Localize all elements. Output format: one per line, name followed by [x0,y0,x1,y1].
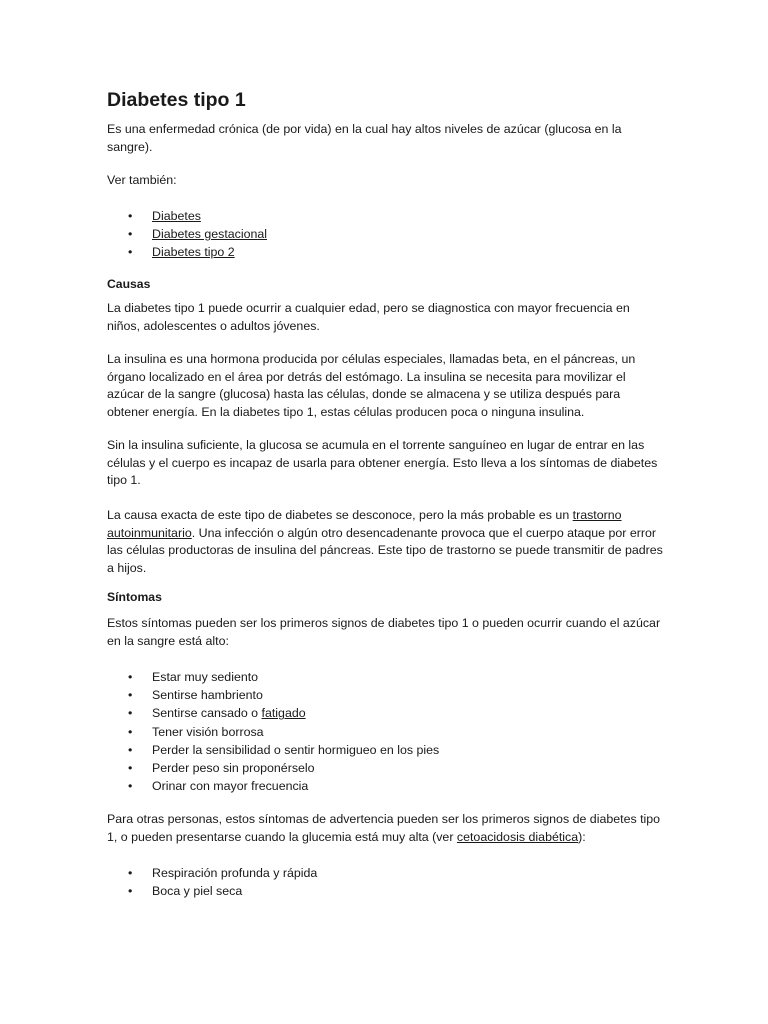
list-item [128,225,267,243]
symptoms-heading: Síntomas [107,590,162,604]
see-also-list [128,207,267,262]
list-item [128,207,267,225]
link-diabetes-tipo-2[interactable]: Diabetes tipo 2 [152,245,235,260]
intro-paragraph: Es una enfermedad crónica (de por vida) en la cual hay altos niveles de azúcar (glucosa en la sangre). [107,122,622,154]
list-item: • Estar muy sediento [128,668,439,686]
causes-p4-text: La causa exacta de este tipo de diabetes se desconoce, pero la más probable es un [107,508,573,522]
causes-heading: Causas [107,277,151,291]
list-item [128,243,267,261]
list-item: • Perder peso sin proponérselo [128,759,439,777]
link-trastorno-autoinmunitario[interactable]: trastorno autoinmunitario [107,508,622,540]
other-text-end: ): [578,829,586,844]
list-item: • Orinar con mayor frecuencia [128,777,439,795]
link-diabetes[interactable]: Diabetes [152,209,201,223]
list-item [128,704,439,722]
list-item-text: Sentirse cansado o [152,706,262,721]
page-title: Diabetes tipo 1 [107,89,246,111]
link-cetoacidosis-diabetica[interactable]: cetoacidosis diabética [456,829,579,844]
list-item: • Perder la sensibilidad o sentir hormigueo en los pies [128,741,439,759]
causes-p4-text-end: . Una infección o algún otro desencadenante provoca que el cuerpo ataque por error las células productoras de insulina del páncreas. Este tipo de trastorno se puede transmitir de padres a hijos. [107,525,663,575]
list-item: • Sentirse hambriento [128,686,439,704]
link-fatigado[interactable]: fatigado [261,706,306,721]
symptoms-other-paragraph [107,811,663,846]
causes-paragraph-3: Sin la insulina suficiente, la glucosa se acumula en el torrente sanguíneo en lugar de entrar en las células y el cuerpo es incapaz de usarla para obtener energía. Esto lleva a los síntomas de diabetes tipo 1. [107,438,658,488]
symptoms-list-2 [128,864,317,900]
causes-paragraph-2: La insulina es una hormona producida por células especiales, llamadas beta, en el páncreas, un órgano localizado en el área por detrás del estómago. La insulina se necesita para movilizar el azúcar de la sangre (glucosa) hasta las células, donde se almacena y se utiliza después para obtener energía. En la diabetes tipo 1, estas células producen poca o ninguna insulina. [107,352,636,419]
list-item: • Respiración profunda y rápida [128,864,317,882]
link-diabetes-gestacional[interactable]: Diabetes gestacional [152,227,268,242]
causes-paragraph-1: La diabetes tipo 1 puede ocurrir a cualquier edad, pero se diagnostica con mayor frecuencia en niños, adolescentes o adultos jóvenes. [107,301,630,333]
list-item: • Boca y piel seca [128,882,317,900]
causes-paragraph-4 [107,507,663,577]
other-text: Para otras personas, estos síntomas de advertencia pueden ser los primeros signos de diabetes tipo 1, o pueden presentarse cuando la glucemia está muy alta (ver [107,812,661,844]
see-also-label: Ver también: [107,173,177,187]
symptoms-list [128,668,439,795]
list-item: • Tener visión borrosa [128,723,439,741]
symptoms-intro: Estos síntomas pueden ser los primeros signos de diabetes tipo 1 o pueden ocurrir cuando el azúcar en la sangre está alto: [107,616,661,648]
